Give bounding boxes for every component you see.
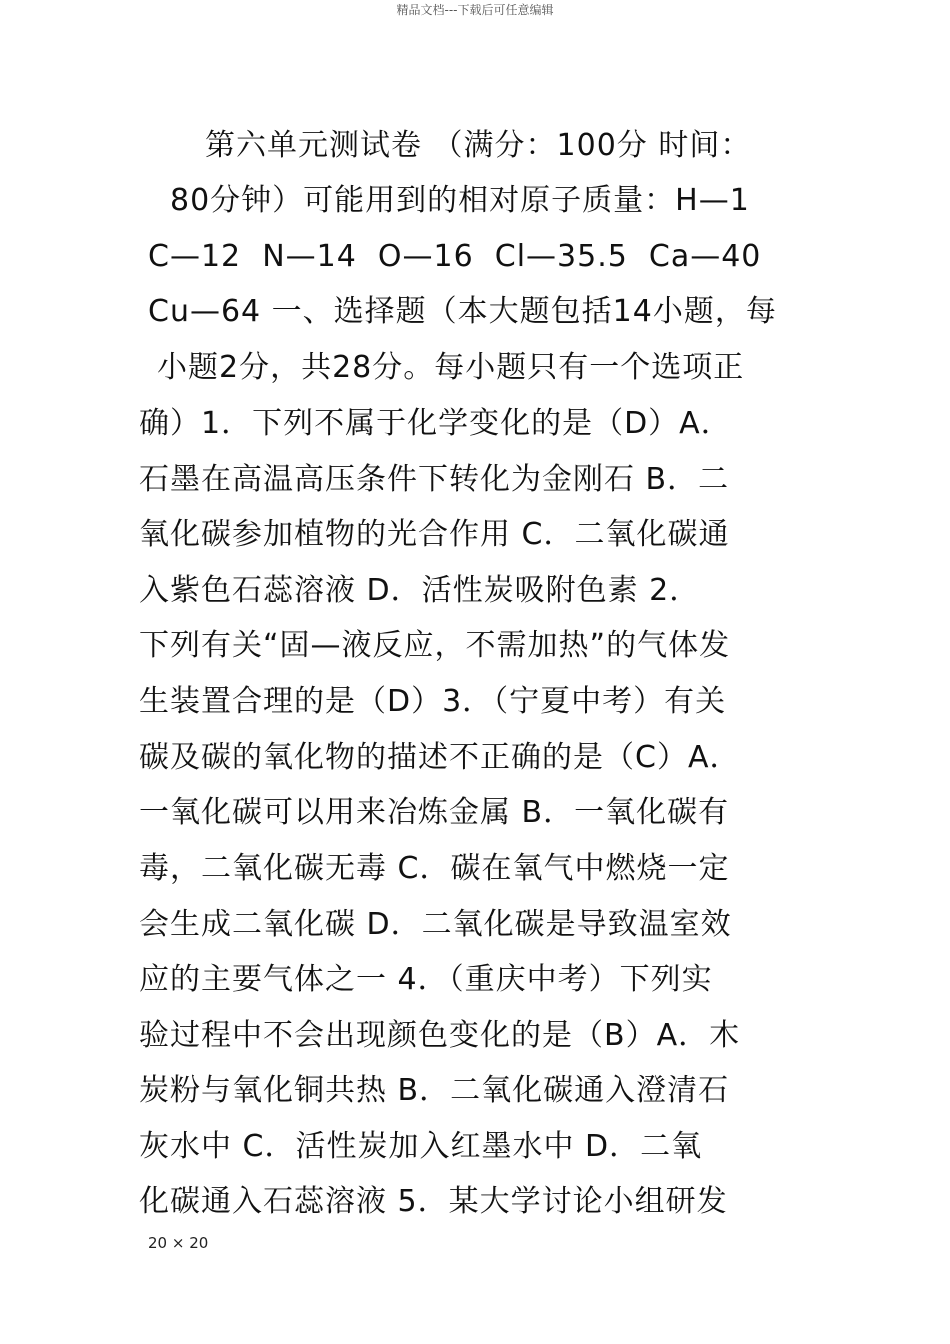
doc-line: 生装置合理的是（D）3．（宁夏中考）有关	[139, 684, 727, 719]
doc-line: Cu—64 一、选择题（本大题包括14小题，每	[148, 294, 777, 329]
doc-line: 氧化碳参加植物的光合作用 C．二氧化碳通	[139, 517, 730, 552]
doc-line: 80分钟）可能用到的相对原子质量：H—1	[170, 183, 750, 218]
doc-line: 碳及碳的氧化物的描述不正确的是（C）A．	[139, 740, 741, 775]
doc-line: 第六单元测试卷 （满分：100分 时间：	[205, 128, 752, 163]
doc-line: 毒，二氧化碳无毒 C．碳在氧气中燃烧一定	[139, 851, 730, 886]
footer-note: 20 × 20	[148, 1234, 209, 1252]
doc-line: 小题2分，共28分。每小题只有一个选项正	[157, 350, 745, 385]
doc-line: 炭粉与氧化铜共热 B．二氧化碳通入澄清石	[139, 1073, 730, 1108]
doc-line: 一氧化碳可以用来冶炼金属 B．一氧化碳有	[139, 795, 730, 830]
doc-line: 石墨在高温高压条件下转化为金刚石 B．二	[139, 462, 730, 497]
doc-line: 会生成二氧化碳 D．二氧化碳是导致温室效	[139, 907, 732, 942]
doc-line: 验过程中不会出现颜色变化的是（B）A．木	[139, 1018, 741, 1053]
doc-line: 化碳通入石蕊溶液 5．某大学讨论小组研发	[139, 1184, 728, 1219]
doc-line: 入紫色石蕊溶液 D．活性炭吸附色素 2．	[139, 573, 701, 608]
doc-line: 确）1．下列不属于化学变化的是（D）A．	[139, 406, 732, 441]
header-note: 精品文档---下载后可任意编辑	[396, 3, 554, 17]
doc-line: 灰水中 C．活性炭加入红墨水中 D．二氧	[139, 1129, 703, 1164]
doc-line: 应的主要气体之一 4．（重庆中考）下列实	[139, 962, 713, 997]
doc-line: C—12 N—14 O—16 Cl—35.5 Ca—40	[148, 239, 762, 274]
doc-line: 下列有关“固—液反应，不需加热”的气体发	[139, 628, 731, 663]
